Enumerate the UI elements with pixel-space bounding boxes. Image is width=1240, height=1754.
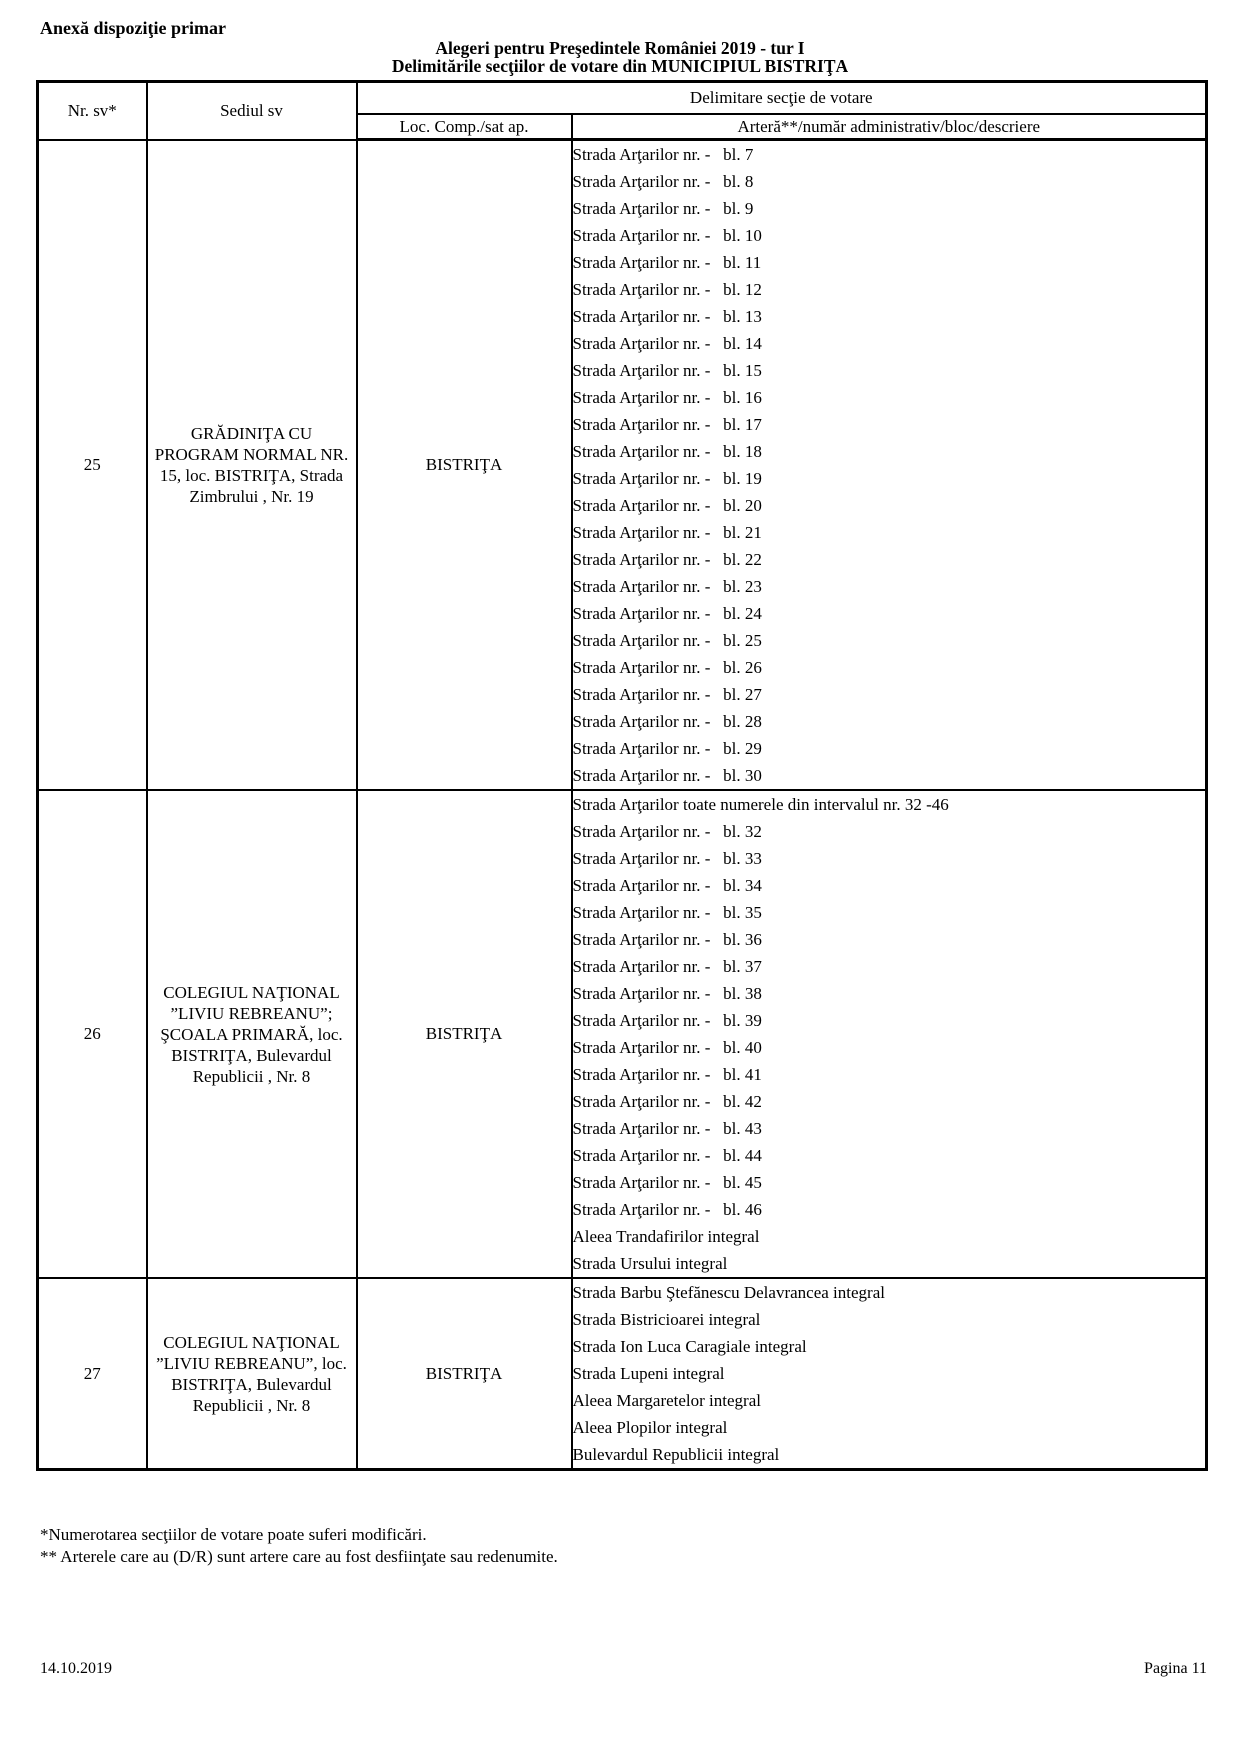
street-line: Strada Arţarilor nr. - bl. 36	[572, 930, 762, 949]
street-line: Strada Arţarilor nr. - bl. 45	[572, 1173, 762, 1192]
street-line: Strada Barbu Ştefănescu Delavrancea integral	[572, 1283, 885, 1302]
street-line: Strada Arţarilor nr. - bl. 12	[572, 280, 762, 299]
table-row	[38, 1278, 1207, 1470]
cell-artere	[572, 790, 1207, 1278]
street-line: Strada Lupeni integral	[572, 1364, 725, 1383]
street-line: Strada Arţarilor nr. - bl. 10	[572, 226, 762, 245]
street-line: Strada Arţarilor toate numerele din intervalul nr. 32 -46	[572, 795, 949, 814]
table-body	[38, 140, 1207, 1470]
street-line: Strada Arţarilor nr. - bl. 42	[572, 1092, 762, 1111]
table-row	[38, 790, 1207, 1278]
street-line: Strada Arţarilor nr. - bl. 43	[572, 1119, 762, 1138]
footnote-numbering: *Numerotarea secţiilor de votare poate suferi modificări.	[40, 1525, 427, 1544]
annex-label: Anexă dispoziţie primar	[40, 18, 226, 38]
street-line: Strada Arţarilor nr. - bl. 23	[572, 577, 762, 596]
header-nr-sv: Nr. sv*	[38, 82, 147, 140]
footer-date: 14.10.2019	[40, 1660, 112, 1677]
street-line: Strada Ion Luca Caragiale integral	[572, 1337, 807, 1356]
street-line: Strada Arţarilor nr. - bl. 19	[572, 469, 762, 488]
street-line: Strada Arţarilor nr. - bl. 15	[572, 361, 762, 380]
street-line: Strada Arţarilor nr. - bl. 8	[572, 172, 754, 191]
header-sediul-sv: Sediul sv	[147, 82, 357, 140]
footnotes	[40, 1524, 558, 1568]
street-line: Strada Arţarilor nr. - bl. 11	[572, 253, 762, 272]
street-line: Strada Arţarilor nr. - bl. 35	[572, 903, 762, 922]
street-line: Strada Arţarilor nr. - bl. 25	[572, 631, 762, 650]
street-line: Aleea Margaretelor integral	[572, 1391, 761, 1410]
street-line: Strada Arţarilor nr. - bl. 39	[572, 1011, 762, 1030]
street-line: Strada Arţarilor nr. - bl. 40	[572, 1038, 762, 1057]
footer-page-number: Pagina 11	[1144, 1660, 1207, 1677]
voting-sections-table	[36, 80, 1208, 1471]
cell-nr-sv: 27	[38, 1278, 147, 1470]
street-line: Strada Arţarilor nr. - bl. 24	[572, 604, 762, 623]
cell-localitate: BISTRIŢA	[357, 790, 572, 1278]
street-line: Strada Arţarilor nr. - bl. 16	[572, 388, 762, 407]
street-line: Strada Arţarilor nr. - bl. 22	[572, 550, 762, 569]
street-line: Strada Bistricioarei integral	[572, 1310, 761, 1329]
street-line: Strada Arţarilor nr. - bl. 14	[572, 334, 762, 353]
street-line: Strada Arţarilor nr. - bl. 34	[572, 876, 762, 895]
cell-sediul-sv: COLEGIUL NAŢIONAL ”LIVIU REBREANU”, loc. BISTRIŢA, Bulevardul Republicii , Nr. 8	[147, 1278, 357, 1470]
street-line: Strada Arţarilor nr. - bl. 26	[572, 658, 762, 677]
street-line: Strada Arţarilor nr. - bl. 18	[572, 442, 762, 461]
cell-artere	[572, 140, 1207, 791]
street-line: Aleea Trandafirilor integral	[572, 1227, 760, 1246]
street-line: Strada Arţarilor nr. - bl. 38	[572, 984, 762, 1003]
street-line: Strada Arţarilor nr. - bl. 27	[572, 685, 762, 704]
street-line: Strada Arţarilor nr. - bl. 32	[572, 822, 762, 841]
street-line: Strada Arţarilor nr. - bl. 28	[572, 712, 762, 731]
street-line: Strada Arţarilor nr. - bl. 13	[572, 307, 762, 326]
street-line: Strada Arţarilor nr. - bl. 29	[572, 739, 762, 758]
street-line: Strada Arţarilor nr. - bl. 44	[572, 1146, 762, 1165]
header-delimitare-group: Delimitare secţie de votare	[357, 82, 1207, 115]
street-line: Strada Arţarilor nr. - bl. 17	[572, 415, 762, 434]
cell-nr-sv: 26	[38, 790, 147, 1278]
street-line: Strada Arţarilor nr. - bl. 7	[572, 145, 754, 164]
cell-sediul-sv: COLEGIUL NAŢIONAL ”LIVIU REBREANU”; ŞCOALA PRIMARĂ, loc. BISTRIŢA, Bulevardul Republicii , Nr. 8	[147, 790, 357, 1278]
street-line: Strada Arţarilor nr. - bl. 9	[572, 199, 754, 218]
page-title-line1: Alegeri pentru Preşedintele României 2019 - tur I	[435, 38, 805, 58]
cell-localitate: BISTRIŢA	[357, 1278, 572, 1470]
street-line: Strada Arţarilor nr. - bl. 46	[572, 1200, 762, 1219]
cell-sediul-sv: GRĂDINIŢA CU PROGRAM NORMAL NR. 15, loc. BISTRIŢA, Strada Zimbrului , Nr. 19	[147, 140, 357, 791]
street-line: Strada Arţarilor nr. - bl. 33	[572, 849, 762, 868]
cell-localitate: BISTRIŢA	[357, 140, 572, 791]
table-row	[38, 140, 1207, 791]
cell-artere	[572, 1278, 1207, 1470]
table-header	[38, 82, 1207, 140]
street-line: Strada Arţarilor nr. - bl. 37	[572, 957, 762, 976]
cell-nr-sv: 25	[38, 140, 147, 791]
footnote-arteries: ** Arterele care au (D/R) sunt artere care au fost desfiinţate sau redenumite.	[40, 1547, 558, 1566]
document-title	[0, 39, 1240, 75]
street-line: Aleea Plopilor integral	[572, 1418, 728, 1437]
street-line: Strada Arţarilor nr. - bl. 21	[572, 523, 762, 542]
street-line: Bulevardul Republicii integral	[572, 1445, 780, 1464]
header-loc-comp: Loc. Comp./sat ap.	[357, 114, 572, 140]
street-line: Strada Ursului integral	[572, 1254, 728, 1273]
street-line: Strada Arţarilor nr. - bl. 41	[572, 1065, 762, 1084]
street-line: Strada Arţarilor nr. - bl. 20	[572, 496, 762, 515]
street-line: Strada Arţarilor nr. - bl. 30	[572, 766, 762, 785]
header-artera: Arteră**/număr administrativ/bloc/descriere	[572, 114, 1207, 140]
page-title-line2: Delimitările secţiilor de votare din MUNICIPIUL BISTRIŢA	[391, 56, 849, 76]
